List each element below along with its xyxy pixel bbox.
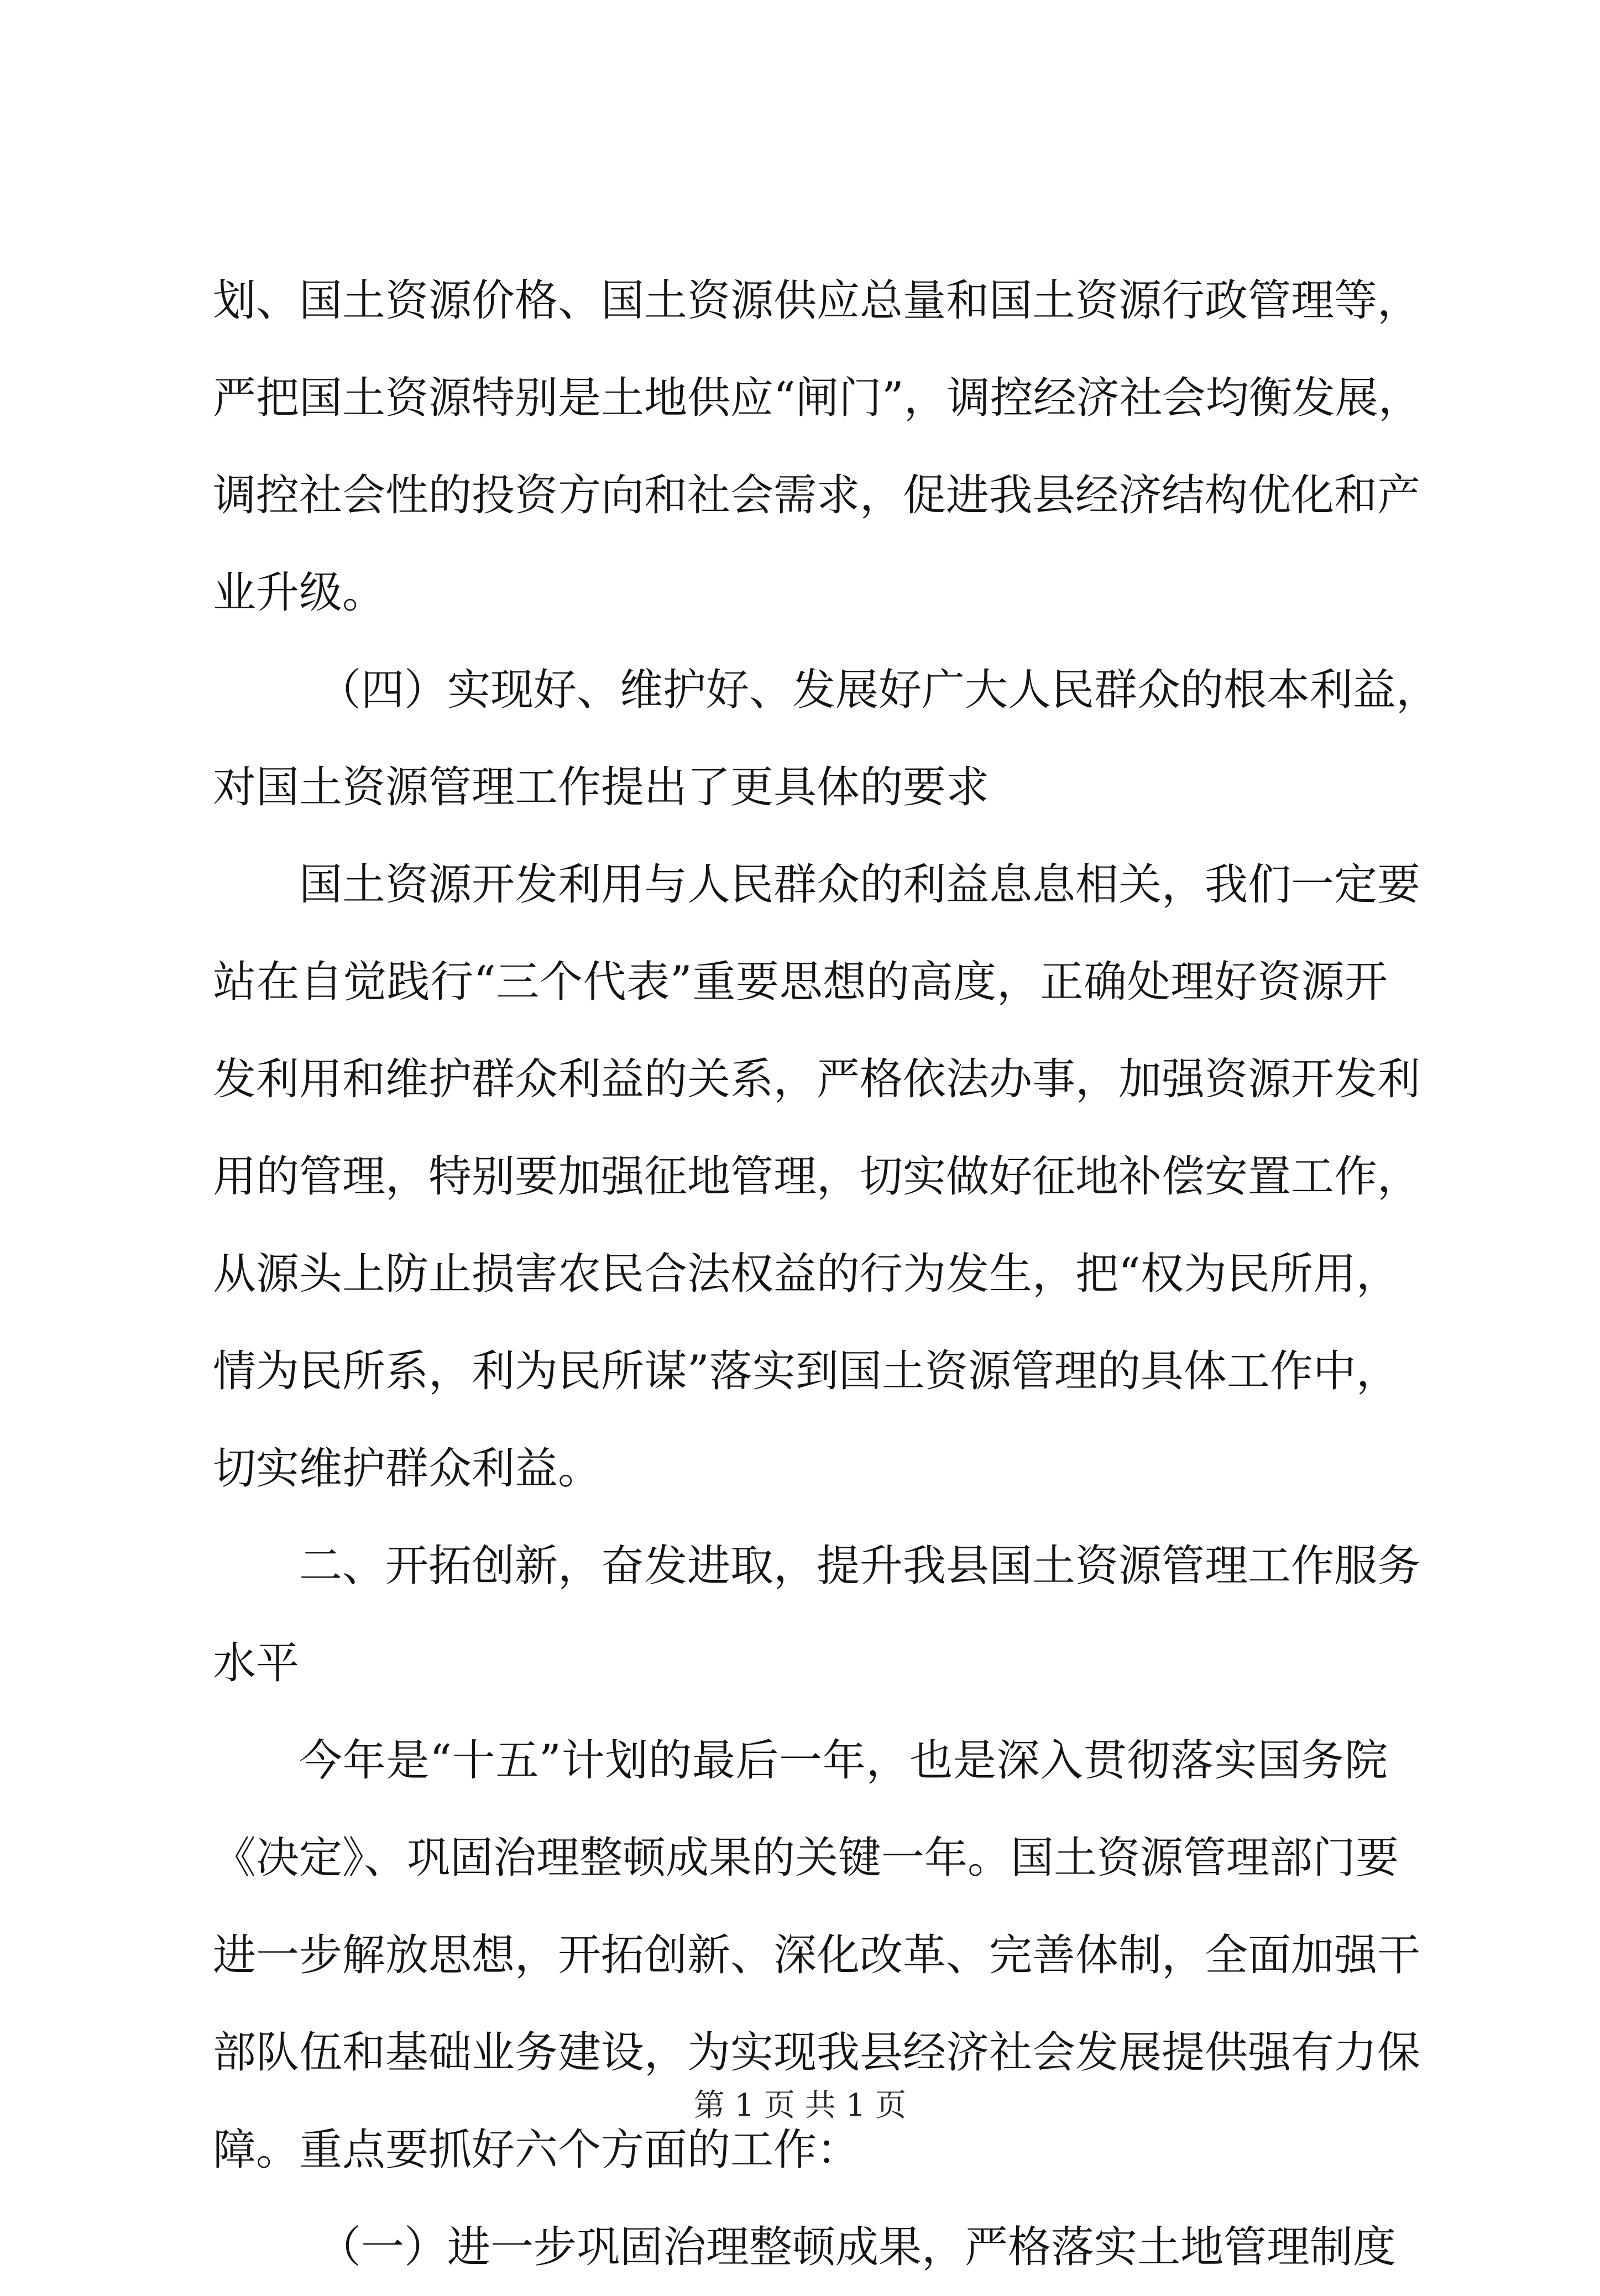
text-line: 障。重点要抓好六个方面的工作： — [213, 2125, 860, 2175]
text-line: 进一步解放思想，开拓创新、深化改革、完善体制，全面加强干 — [213, 1930, 1421, 1980]
text-line: 严把国土资源特别是土地供应“闸门”，调控经济社会均衡发展， — [213, 373, 1421, 423]
subsection-heading-line: 对国土资源管理工作提出了更具体的要求 — [213, 763, 990, 812]
text-line: 情为民所系，利为民所谋”落实到国土资源管理的具体工作中， — [213, 1347, 1399, 1396]
text-line: 划、国土资源价格、国土资源供应总量和国土资源行政管理等， — [213, 276, 1421, 326]
text-line: 《决定》、巩固治理整顿成果的关键一年。国土资源管理部门要 — [213, 1833, 1399, 1883]
text-line: 部队伍和基础业务建设，为实现我县经济社会发展提供强有力保 — [213, 2028, 1421, 2078]
subsection-heading-line: （四）实现好、维护好、发展好广大人民群众的根本利益， — [318, 665, 1440, 715]
text-line: 国土资源开发利用与人民群众的利益息息相关，我们一定要 — [299, 860, 1421, 910]
text-line: 站在自觉践行“三个代表”重要思想的高度，正确处理好资源开 — [213, 957, 1388, 1007]
text-line: 业升级。 — [213, 568, 386, 618]
section-heading-line: 水平 — [213, 1638, 300, 1688]
text-line: 发利用和维护群众利益的关系，严格依法办事，加强资源开发利 — [213, 1055, 1421, 1104]
text-line: 从源头上防止损害农民合法权益的行为发生，把“权为民所用， — [213, 1249, 1399, 1299]
section-heading-line: 二、开拓创新，奋发进取，提升我县国土资源管理工作服务 — [299, 1541, 1421, 1591]
page-number-footer: 第 1 页 共 1 页 — [693, 2088, 907, 2123]
text-line: 今年是“十五”计划的最后一年，也是深入贯彻落实国务院 — [299, 1736, 1388, 1786]
text-line: 切实维护群众利益。 — [213, 1444, 602, 1494]
document-body — [213, 252, 1440, 2296]
text-line: 调控社会性的投资方向和社会需求，促进我县经济结构优化和产 — [213, 471, 1421, 520]
text-line: 用的管理，特别要加强征地管理，切实做好征地补偿安置工作， — [213, 1152, 1421, 1202]
subsection-heading-line: （一）进一步巩固治理整顿成果，严格落实土地管理制度 — [318, 2222, 1397, 2272]
